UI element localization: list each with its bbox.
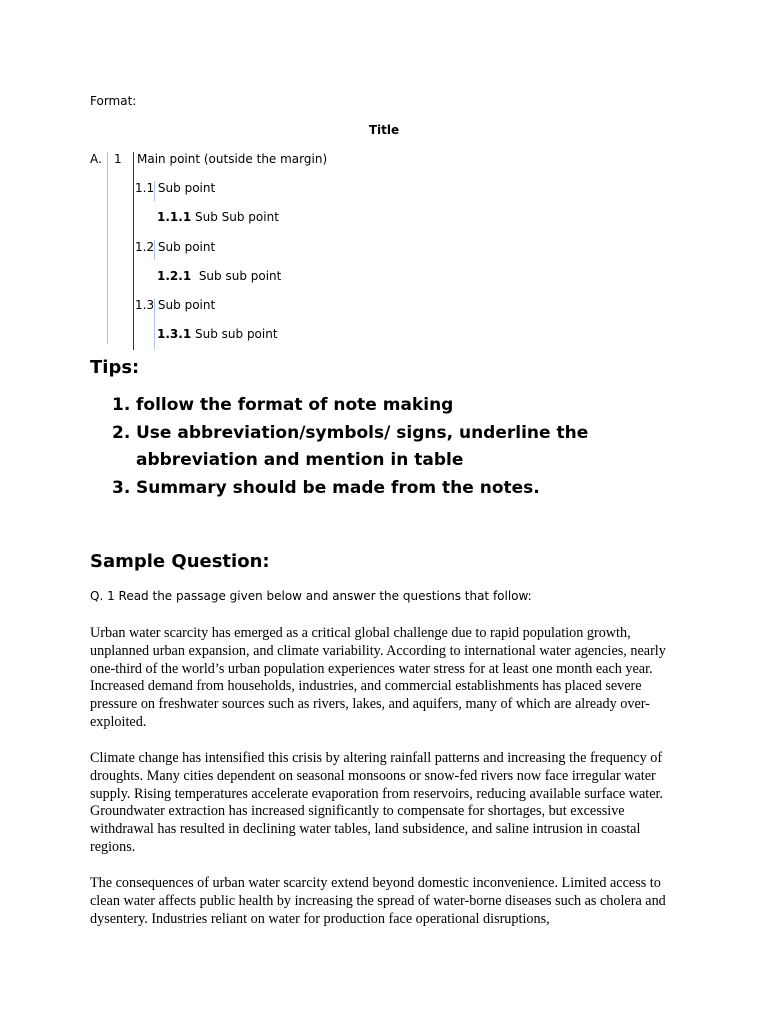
outline-item-text: Sub point bbox=[157, 181, 216, 195]
outline-item-row bbox=[135, 240, 215, 254]
outline-guide-line-dark bbox=[133, 152, 134, 350]
outline-item-number: 1.2 bbox=[135, 240, 155, 254]
outline-item-text: Sub sub point bbox=[198, 269, 282, 283]
outline-main-text: Main point (outside the margin) bbox=[137, 152, 328, 166]
outline-item-row bbox=[157, 327, 278, 341]
outline-title: Title bbox=[368, 123, 400, 137]
outline-main-number: 1 bbox=[114, 152, 122, 166]
passage-paragraph: Urban water scarcity has emerged as a critical global challenge due to rapid population growth, unplanned urban expansion, and climate variability. According to international water agencies, nearly one-third of the world’s urban population experiences water stress for at least one month each year. Increased demand from households, industries, and commercial establishments has placed severe pressure on freshwater sources such as rivers, lakes, and aquifers, many of which are already over-exploited. bbox=[90, 625, 666, 730]
tip-text: Summary should be made from the notes. bbox=[136, 477, 540, 498]
outline-item-number: 1.3 bbox=[135, 298, 155, 312]
tips-list bbox=[90, 392, 690, 502]
question-prompt: Q. 1 Read the passage given below and answer the questions that follow: bbox=[90, 589, 532, 603]
outline-level-a: A. bbox=[90, 152, 102, 166]
passage-paragraph: Climate change has intensified this crisis by altering rainfall patterns and increasing the frequency of droughts. Many cities dependent on seasonal monsoons or snow-fed rivers now face irregular water supply. Rising temperatures accelerate evaporation from reservoirs, reducing available surface water. Groundwater extraction has increased significantly to compensate for shortages, but excessive withdrawal has resulted in declining water tables, land subsidence, and saline intrusion in coastal regions. bbox=[90, 750, 664, 855]
format-label: Format: bbox=[90, 94, 137, 108]
outline-item-number: 1.3.1 bbox=[157, 327, 192, 341]
tip-item bbox=[90, 420, 690, 475]
outline-item-row bbox=[135, 298, 215, 312]
outline-guide-line-blue bbox=[107, 152, 108, 344]
outline-item-text: Sub point bbox=[157, 298, 216, 312]
outline-item-text: Sub Sub point bbox=[195, 210, 279, 224]
tip-number: 1. bbox=[112, 395, 131, 415]
tip-number: 2. bbox=[112, 422, 131, 443]
tip-item bbox=[90, 475, 690, 503]
tip-text: follow the format of note making bbox=[136, 395, 454, 415]
outline-item-number: 1.1 bbox=[135, 181, 155, 195]
outline-item-number: 1.2.1 bbox=[157, 269, 192, 283]
outline-item-row bbox=[135, 181, 215, 195]
outline-item-row bbox=[157, 269, 281, 283]
outline-item-text: Sub point bbox=[157, 240, 216, 254]
outline-item-text: Sub sub point bbox=[195, 327, 278, 341]
passage-paragraph: The consequences of urban water scarcity extend beyond domestic inconvenience. Limited access to clean water affects public health by increasing the spread of water-borne diseases such as cholera and dysentery. Industries reliant on water for production face operational disruptions, bbox=[90, 875, 666, 927]
tip-number: 3. bbox=[112, 477, 131, 498]
tips-heading: Tips: bbox=[90, 357, 140, 378]
outline-item-row bbox=[157, 210, 279, 224]
tip-text: Use abbreviation/symbols/ signs, underline the abbreviation and mention in table bbox=[136, 422, 589, 470]
tip-item bbox=[90, 392, 690, 420]
sample-question-heading: Sample Question: bbox=[90, 551, 270, 572]
outline-item-number: 1.1.1 bbox=[157, 210, 192, 224]
